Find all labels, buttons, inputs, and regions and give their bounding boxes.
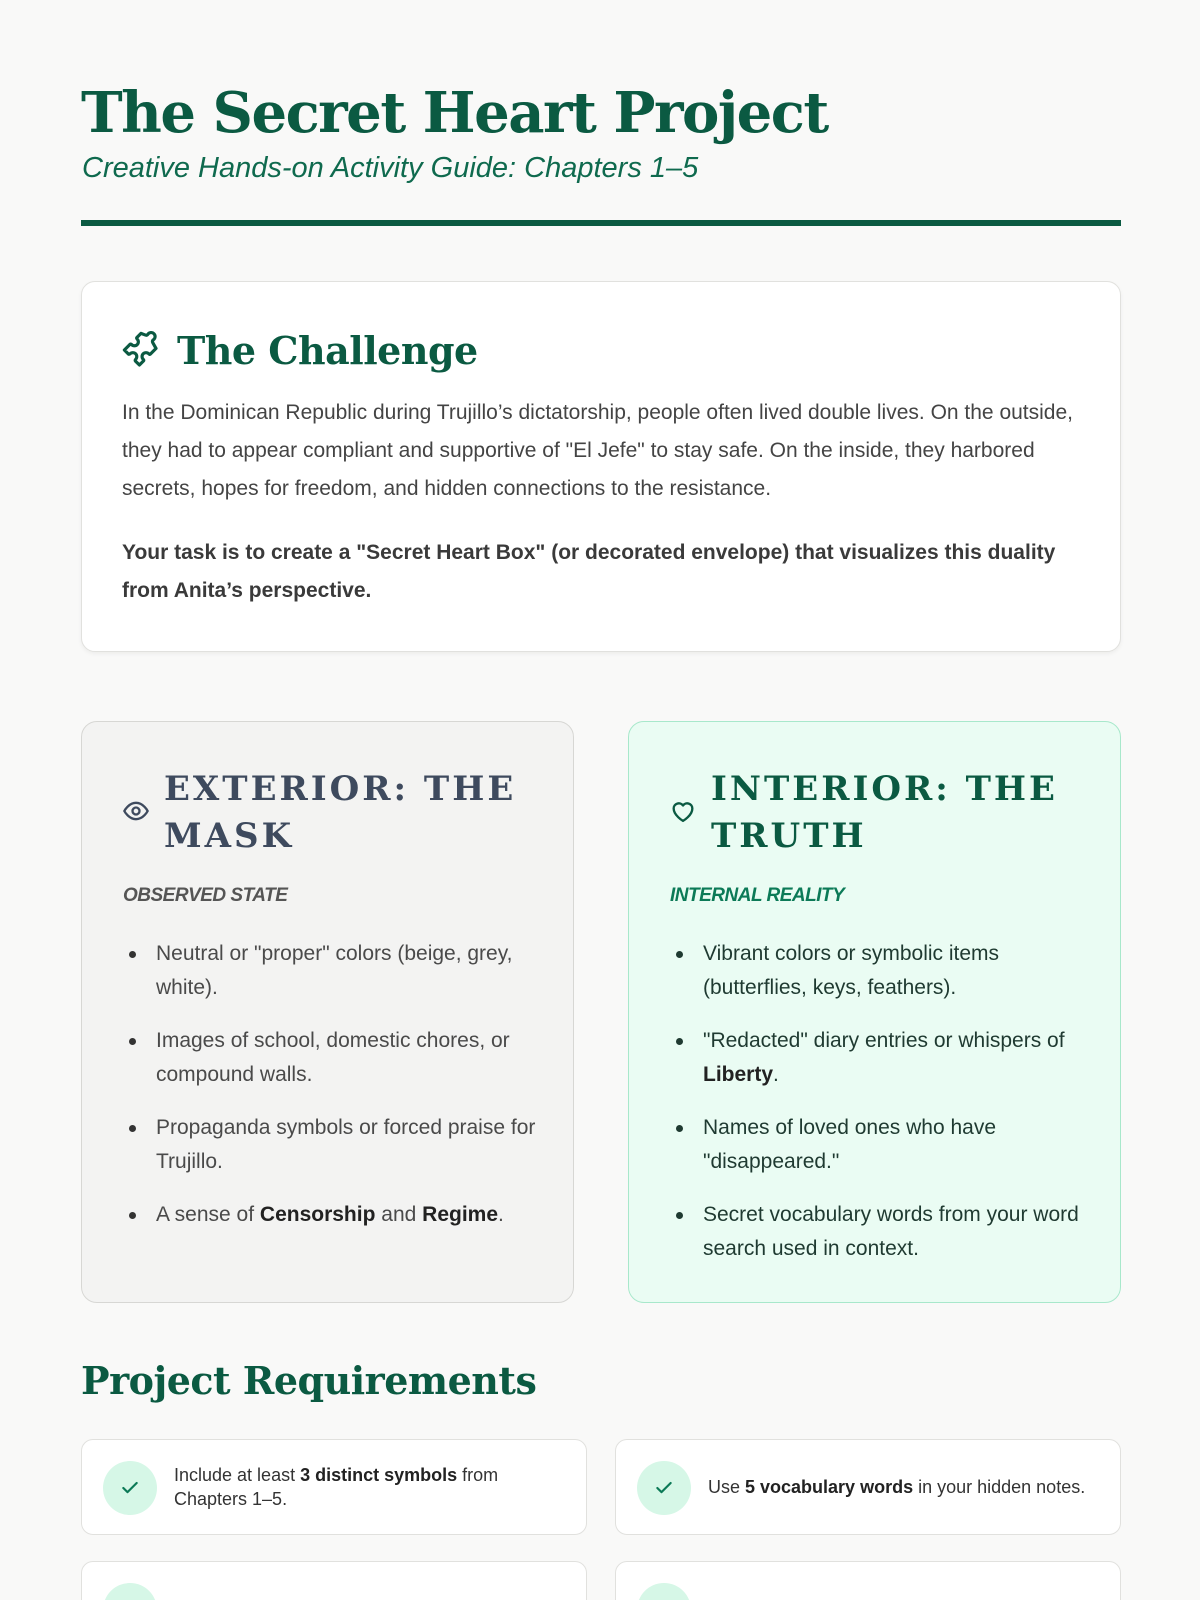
exterior-list <box>127 937 547 1251</box>
exterior-title: EXTERIOR: THE MASK <box>164 769 517 856</box>
exterior-panel <box>81 721 574 1303</box>
requirement-card <box>615 1439 1121 1535</box>
challenge-paragraph: In the Dominican Republic during Trujillo’s dictatorship, people often lived double lives. On the outside, they had to appear compliant and supportive of "El Jefe" to stay safe. On the inside, they harbored secrets, hopes for freedom, and hidden connections to the resistance. <box>122 401 1073 500</box>
requirements-heading: Project Requirements <box>81 1358 537 1403</box>
check-badge <box>103 1461 157 1515</box>
page-subtitle: Creative Hands-on Activity Guide: Chapters 1–5 <box>82 152 699 184</box>
list-item: Secret vocabulary words from your word search used in context. <box>674 1198 1094 1266</box>
heart-icon <box>669 797 697 825</box>
requirement-card <box>81 1439 587 1535</box>
check-icon <box>119 1478 141 1498</box>
list-item: Neutral or "proper" colors (beige, grey, white). <box>127 937 547 1005</box>
list-item: Propaganda symbols or forced praise for Trujillo. <box>127 1111 547 1179</box>
requirement-text: Use 5 vocabulary words in your hidden notes. <box>708 1477 1086 1497</box>
list-item: Images of school, domestic chores, or compound walls. <box>127 1024 547 1092</box>
exterior-label: OBSERVED STATE <box>123 885 288 906</box>
challenge-title: The Challenge <box>177 328 478 373</box>
interior-title: INTERIOR: THE TRUTH <box>711 769 1058 856</box>
requirement-card <box>81 1561 587 1600</box>
eye-icon <box>122 797 150 825</box>
check-badge <box>103 1583 157 1600</box>
check-badge <box>637 1461 691 1515</box>
page-title: The Secret Heart Project <box>81 80 828 146</box>
requirement-text: Include at least 3 distinct symbols from Chapters 1–5. <box>174 1465 499 1509</box>
check-icon <box>653 1478 675 1498</box>
list-item: Vibrant colors or symbolic items (butterflies, keys, feathers). <box>674 937 1094 1005</box>
header-divider <box>81 220 1121 226</box>
list-item: A sense of Censorship and Regime. <box>127 1198 547 1232</box>
interior-label: INTERNAL REALITY <box>670 885 845 906</box>
check-badge <box>637 1583 691 1600</box>
challenge-task: Your task is to create a "Secret Heart Box" (or decorated envelope) that visualizes this duality from Anita’s perspective. <box>122 541 1056 602</box>
requirement-card <box>615 1561 1121 1600</box>
interior-list <box>674 937 1094 1285</box>
interior-panel <box>628 721 1121 1303</box>
puzzle-icon <box>122 331 160 369</box>
list-item: "Redacted" diary entries or whispers of Liberty. <box>674 1024 1094 1092</box>
challenge-card <box>81 281 1121 652</box>
list-item: Names of loved ones who have "disappeared." <box>674 1111 1094 1179</box>
